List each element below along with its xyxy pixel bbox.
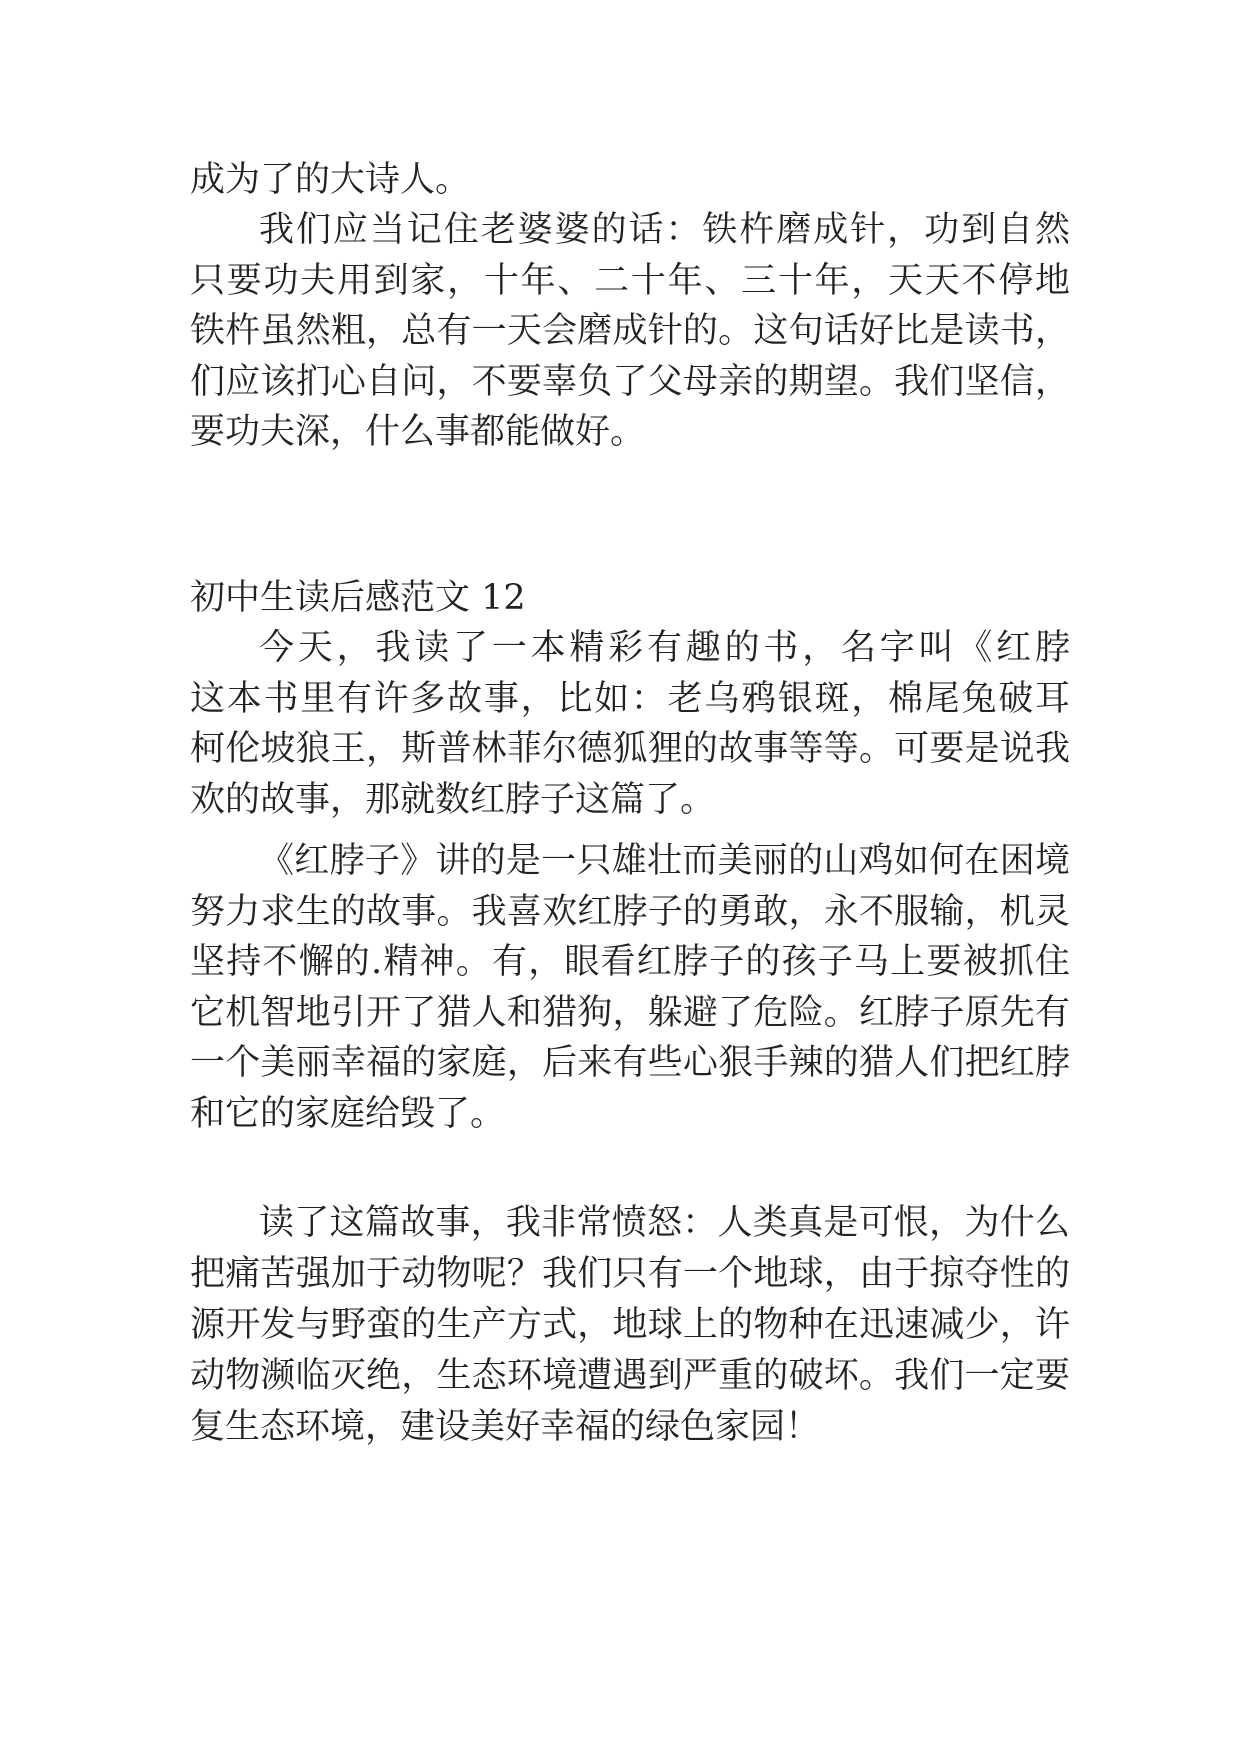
paragraph-line: 们应该扪心自问，不要辜负了父母亲的期望。我们坚信， — [190, 362, 1070, 402]
continuation-line: 成为了的大诗人。 — [190, 160, 471, 200]
paragraph-line: 我们应当记住老婆婆的话：铁杵磨成针，功到自然 — [259, 210, 1070, 250]
paragraph-line: 今天，我读了一本精彩有趣的书，名字叫《红脖 — [259, 628, 1070, 668]
paragraph-line: 只要功夫用到家，十年、二十年、三十年，天天不停地 — [190, 261, 1070, 301]
paragraph-line: 复生态环境，建设美好幸福的绿色家园！ — [190, 1407, 821, 1447]
paragraph-line: 一个美丽幸福的家庭，后来有些心狠手辣的猎人们把红脖 — [190, 1043, 1070, 1083]
paragraph-line: 源开发与野蛮的生产方式，地球上的物种在迅速减少，许 — [190, 1305, 1070, 1345]
paragraph-line: 和它的家庭给毁了。 — [190, 1094, 506, 1134]
section-title: 初中生读后感范文 12 — [190, 578, 526, 618]
paragraph-line: 努力求生的故事。我喜欢红脖子的勇敢，永不服输，机灵 — [190, 892, 1070, 932]
paragraph-line: 读了这篇故事，我非常愤怒：人类真是可恨，为什么 — [259, 1203, 1070, 1243]
paragraph-line: 要功夫深，什么事都能做好。 — [190, 412, 646, 452]
paragraph-line: 动物濒临灭绝，生态环境遭遇到严重的破坏。我们一定要 — [190, 1356, 1070, 1396]
paragraph-line: 坚持不懈的.精神。有，眼看红脖子的孩子马上要被抓住 — [190, 942, 1070, 982]
paragraph-line: 欢的故事，那就数红脖子这篇了。 — [190, 780, 716, 820]
paragraph-line: 它机智地引开了猎人和猎狗，躲避了危险。红脖子原先有 — [190, 993, 1070, 1033]
paragraph-line: 铁杵虽然粗，总有一天会磨成针的。这句话好比是读书， — [190, 311, 1070, 351]
paragraph-line: 《红脖子》讲的是一只雄壮而美丽的山鸡如何在困境 — [259, 841, 1070, 881]
paragraph-line: 这本书里有许多故事，比如：老乌鸦银斑，棉尾兔破耳 — [190, 679, 1070, 719]
paragraph-line: 把痛苦强加于动物呢？我们只有一个地球，由于掠夺性的 — [190, 1254, 1070, 1294]
paragraph-line: 柯伦坡狼王，斯普林菲尔德狐狸的故事等等。可要是说我 — [190, 729, 1070, 769]
